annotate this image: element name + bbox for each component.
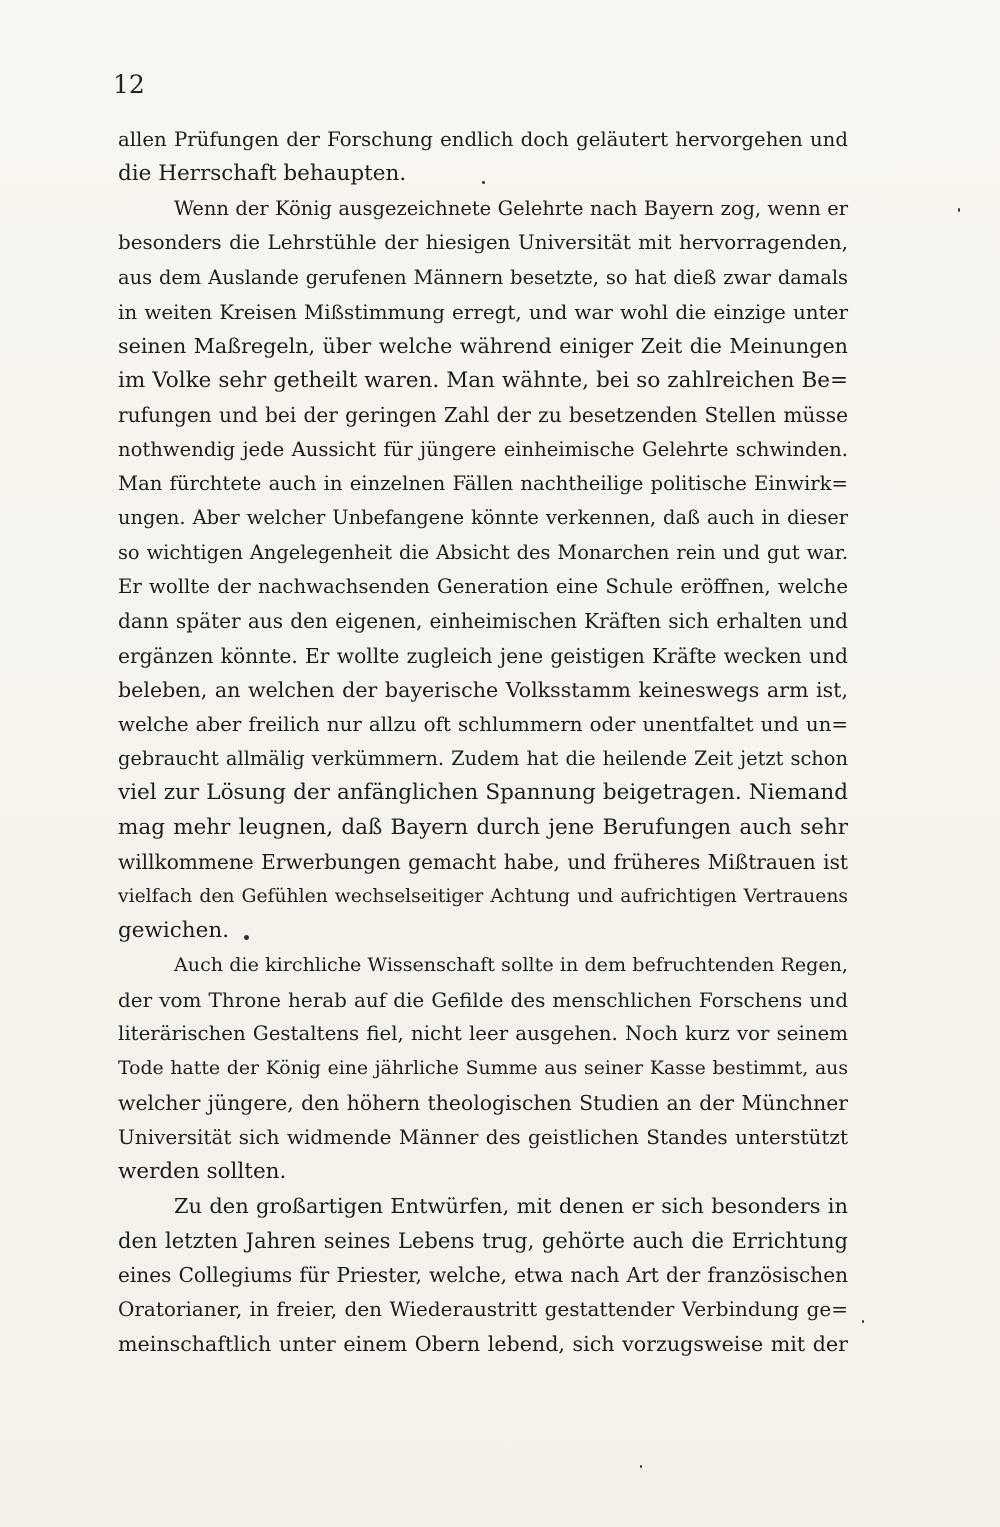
text-line: besonders die Lehrstühle der hiesigen Universität mit hervorragenden, <box>118 231 848 255</box>
text-line: Wenn der König ausgezeichnete Gelehrte nach Bayern zog, wenn er <box>174 196 848 220</box>
text-line: Oratorianer, in freier, den Wiederaustritt gestattender Verbindung ge= <box>118 1297 848 1322</box>
text-line: gebraucht allmälig verkümmern. Zudem hat die heilende Zeit jetzt schon <box>118 747 848 771</box>
text-line: im Volke sehr getheilt waren. Man wähnte, bei so zahlreichen Be= <box>118 367 848 393</box>
paragraph <box>118 192 848 949</box>
text-line: meinschaftlich unter einem Obern lebend, sich vorzugsweise mit der <box>118 1331 848 1356</box>
text-line: rufungen und bei der geringen Zahl der zu besetzenden Stellen müsse <box>118 403 848 428</box>
text-line: literärischen Gestaltens fiel, nicht leer ausgehen. Noch kurz vor seinem <box>118 1022 848 1046</box>
text-line: beleben, an welchen der bayerische Volksstamm keineswegs arm ist, <box>118 678 848 703</box>
text-line: willkommene Erwerbungen gemacht habe, und früheres Mißtrauen ist <box>118 850 848 875</box>
text-line: seinen Maßregeln, über welche während einiger Zeit die Meinungen <box>118 334 848 359</box>
text-line: so wichtigen Angelegenheit die Absicht des Monarchen rein und gut war. <box>118 540 848 564</box>
text-line: welche aber freilich nur allzu oft schlummern oder unentfaltet und un= <box>118 712 848 736</box>
text-line: nothwendig jede Aussicht für jüngere einheimische Gelehrte schwinden. <box>118 437 848 461</box>
text-line: Man fürchtete auch in einzelnen Fällen nachtheilige politische Einwirk= <box>118 471 848 495</box>
text-line: ergänzen könnte. Er wollte zugleich jene geistigen Kräfte wecken und <box>118 643 848 668</box>
text-line: allen Prüfungen der Forschung endlich doch geläutert hervorgehen und <box>118 128 848 151</box>
page-number: 12 <box>113 70 145 99</box>
print-speck <box>640 1465 642 1468</box>
text-line: mag mehr leugnen, daß Bayern durch jene Berufungen auch sehr <box>118 814 848 840</box>
text-line: der vom Throne herab auf die Gefilde des menschlichen Forschens und <box>118 987 848 1012</box>
text-line: den letzten Jahren seines Lebens trug, gehörte auch die Errichtung <box>118 1227 848 1253</box>
text-line: Auch die kirchliche Wissenschaft sollte in dem befruchtenden Regen, <box>174 954 848 977</box>
text-line: in weiten Kreisen Mißstimmung erregt, und war wohl die einzige unter <box>118 299 848 324</box>
body-text <box>118 123 848 1361</box>
text-line: Er wollte der nachwachsenden Generation eine Schule eröffnen, welche <box>118 575 848 599</box>
print-speck <box>244 935 249 940</box>
text-line: werden sollten. <box>118 1158 287 1184</box>
print-speck <box>958 208 960 212</box>
text-line: die Herrschaft behaupten. <box>118 161 407 187</box>
print-speck <box>862 1320 864 1323</box>
text-line: dann später aus den eigenen, einheimischen Kräften sich erhalten und <box>118 609 848 634</box>
print-speck <box>482 181 485 184</box>
text-line: gewichen. <box>118 917 230 943</box>
text-line: welcher jüngere, den höhern theologischen Studien an der Münchner <box>118 1090 848 1115</box>
text-line: vielfach den Gefühlen wechselseitiger Achtung und aufrichtigen Vertrauens <box>118 885 848 907</box>
text-line: Zu den großartigen Entwürfen, mit denen er sich besonders in <box>174 1194 848 1219</box>
text-line: aus dem Auslande gerufenen Männern besetzte, so hat dieß zwar damals <box>118 265 848 289</box>
text-line: Universität sich widmende Männer des geistlichen Standes unterstützt <box>118 1125 848 1150</box>
text-line: Tode hatte der König eine jährliche Summe aus seiner Kasse bestimmt, aus <box>118 1057 848 1079</box>
paragraph <box>118 1189 848 1361</box>
text-line: ungen. Aber welcher Unbefangene könnte verkennen, daß auch in dieser <box>118 506 848 530</box>
paragraph <box>118 948 848 1189</box>
text-line: viel zur Lösung der anfänglichen Spannung beigetragen. Niemand <box>118 780 848 806</box>
text-line: eines Collegiums für Priester, welche, etwa nach Art der französischen <box>118 1262 848 1287</box>
